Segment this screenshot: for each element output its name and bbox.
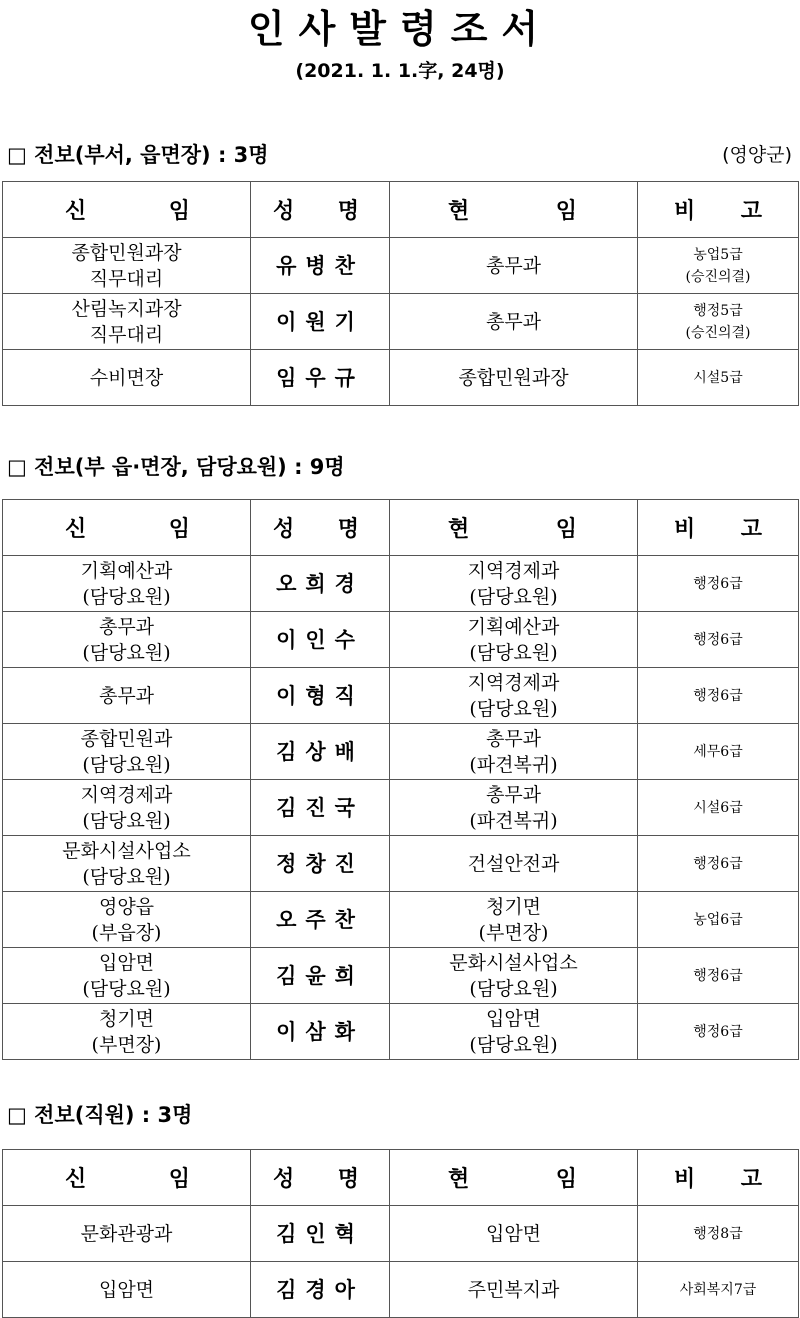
header-char: 고 [740, 1167, 762, 1192]
header-label [3, 512, 250, 543]
cell-line: 시설6급 [693, 799, 743, 816]
header-label [390, 194, 637, 225]
table-row [3, 1262, 799, 1318]
cell-line: 종합민원과 [80, 727, 173, 750]
cell-current-post [390, 1004, 638, 1060]
cell-name: 이인수 [251, 612, 390, 668]
cell-name: 김윤희 [251, 948, 390, 1004]
cell-line: 농업5급 [693, 246, 743, 263]
cell-line: 입암면 [485, 1222, 542, 1245]
header-char: 신 [65, 1167, 87, 1192]
cell-line: (담당요원) [82, 809, 171, 832]
cell-name: 정창진 [251, 836, 390, 892]
cell-line: (담당요원) [82, 753, 171, 776]
cell-line: (부면장) [478, 921, 549, 944]
header-remarks [638, 182, 799, 238]
cell-line: 문화시설사업소 [62, 839, 191, 862]
cell-new-post [3, 1004, 251, 1060]
section-heading: □ 전보(부 읍·면장, 담당요원) : 9명 [7, 455, 345, 479]
cell-current-post [390, 238, 638, 294]
cell-line: 행정6급 [693, 1023, 743, 1040]
table-header-row [3, 500, 799, 556]
header-name [251, 1150, 390, 1206]
header-char: 현 [448, 199, 470, 224]
cell-line: (파견복귀) [469, 753, 558, 776]
cell-name: 이삼화 [251, 1004, 390, 1060]
cell-line: (승진의결) [685, 324, 751, 341]
header-label [3, 1162, 250, 1193]
cell-current-post [390, 780, 638, 836]
cell-new-post [3, 724, 251, 780]
cell-line: 총무과 [485, 727, 542, 750]
cell-line: 종합민원과장 [71, 241, 182, 264]
cell-line: 입암면 [485, 1007, 542, 1030]
cell-remarks [638, 668, 799, 724]
cell-current-post [390, 892, 638, 948]
header-name [251, 182, 390, 238]
table-row [3, 238, 799, 294]
section-deputy-transfer [0, 452, 800, 1056]
table-row [3, 350, 799, 406]
header-char: 임 [168, 1167, 190, 1192]
header-label [251, 194, 389, 225]
cell-line: 행정6급 [693, 575, 743, 592]
cell-line: (담당요원) [82, 585, 171, 608]
header-remarks [638, 1150, 799, 1206]
table-row [3, 1004, 799, 1060]
table-row [3, 556, 799, 612]
header-name [251, 500, 390, 556]
appointment-table [2, 181, 799, 406]
cell-remarks [638, 556, 799, 612]
table-header-row [3, 1150, 799, 1206]
cell-line: 시설5급 [693, 369, 743, 386]
cell-remarks [638, 294, 799, 350]
section-heading: □ 전보(부서, 읍면장) : 3명 [7, 143, 269, 167]
cell-name: 김경아 [251, 1262, 390, 1318]
cell-line: (부읍장) [91, 921, 162, 944]
cell-new-post [3, 668, 251, 724]
cell-new-post [3, 238, 251, 294]
cell-name: 이형직 [251, 668, 390, 724]
cell-line: 기획예산과 [467, 615, 560, 638]
section-heading: □ 전보(직원) : 3명 [7, 1103, 193, 1127]
cell-line: (담당요원) [82, 641, 171, 664]
cell-line: 행정8급 [693, 1225, 743, 1242]
cell-line: (부면장) [91, 1033, 162, 1056]
header-label [638, 512, 798, 543]
cell-new-post [3, 948, 251, 1004]
header-char: 현 [448, 517, 470, 542]
cell-remarks [638, 1262, 799, 1318]
cell-remarks [638, 350, 799, 406]
cell-name: 유병찬 [251, 238, 390, 294]
cell-new-post [3, 1262, 251, 1318]
cell-remarks [638, 238, 799, 294]
cell-current-post [390, 294, 638, 350]
cell-current-post [390, 350, 638, 406]
table-row [3, 836, 799, 892]
cell-line: 문화시설사업소 [449, 951, 578, 974]
section-note: (영양군) [722, 144, 792, 166]
cell-line: (담당요원) [82, 865, 171, 888]
header-char: 명 [337, 199, 359, 224]
cell-line: 직무대리 [89, 267, 164, 290]
cell-current-post [390, 948, 638, 1004]
header-new-post [3, 182, 251, 238]
cell-current-post [390, 668, 638, 724]
table-row [3, 294, 799, 350]
cell-remarks [638, 948, 799, 1004]
header-label [390, 512, 637, 543]
header-char: 임 [555, 199, 577, 224]
header-new-post [3, 1150, 251, 1206]
cell-line: 입암면 [98, 951, 155, 974]
cell-new-post [3, 350, 251, 406]
header-char: 비 [674, 517, 696, 542]
appointment-table [2, 1149, 799, 1318]
cell-new-post [3, 294, 251, 350]
header-char: 고 [740, 199, 762, 224]
cell-name: 김인혁 [251, 1206, 390, 1262]
cell-name: 임우규 [251, 350, 390, 406]
header-label [390, 1162, 637, 1193]
header-label [3, 194, 250, 225]
cell-new-post [3, 1206, 251, 1262]
cell-line: (승진의결) [685, 268, 751, 285]
header-char: 성 [273, 199, 295, 224]
header-char: 비 [674, 199, 696, 224]
header-remarks [638, 500, 799, 556]
cell-current-post [390, 724, 638, 780]
cell-new-post [3, 612, 251, 668]
cell-line: (담당요원) [469, 585, 558, 608]
cell-line: (담당요원) [82, 977, 171, 1000]
header-char: 임 [168, 199, 190, 224]
cell-line: (담당요원) [469, 977, 558, 1000]
cell-line: 지역경제과 [467, 559, 560, 582]
table-row [3, 1206, 799, 1262]
cell-name: 오희경 [251, 556, 390, 612]
header-current-post [390, 1150, 638, 1206]
cell-name: 이원기 [251, 294, 390, 350]
cell-line: 세무6급 [693, 743, 743, 760]
cell-current-post [390, 836, 638, 892]
cell-current-post [390, 1206, 638, 1262]
cell-line: 행정6급 [693, 687, 743, 704]
cell-line: 입암면 [98, 1278, 155, 1301]
cell-line: 행정6급 [693, 967, 743, 984]
cell-line: (담당요원) [469, 697, 558, 720]
table-row [3, 892, 799, 948]
document-title: 인사발령조서 [247, 7, 553, 51]
header-char: 명 [337, 517, 359, 542]
table-row [3, 668, 799, 724]
section-department-transfer [0, 140, 800, 390]
cell-line: 행정5급 [693, 302, 743, 319]
cell-line: 총무과 [485, 783, 542, 806]
cell-line: 영양읍 [98, 895, 155, 918]
cell-current-post [390, 1262, 638, 1318]
cell-line: 총무과 [485, 310, 542, 333]
cell-new-post [3, 556, 251, 612]
cell-line: (파견복귀) [469, 809, 558, 832]
cell-name: 오주찬 [251, 892, 390, 948]
cell-current-post [390, 612, 638, 668]
cell-new-post [3, 836, 251, 892]
cell-line: 종합민원과장 [458, 366, 569, 389]
header-char: 임 [168, 517, 190, 542]
cell-remarks [638, 1206, 799, 1262]
table-row [3, 780, 799, 836]
header-label [251, 1162, 389, 1193]
cell-line: 수비면장 [89, 366, 164, 389]
header-char: 고 [740, 517, 762, 542]
header-label [638, 194, 798, 225]
cell-line: 지역경제과 [467, 671, 560, 694]
cell-line: 총무과 [485, 254, 542, 277]
cell-name: 김상배 [251, 724, 390, 780]
cell-name: 김진국 [251, 780, 390, 836]
cell-line: 문화관광과 [80, 1222, 173, 1245]
header-char: 비 [674, 1167, 696, 1192]
cell-line: 지역경제과 [80, 783, 173, 806]
cell-line: (담당요원) [469, 641, 558, 664]
header-current-post [390, 500, 638, 556]
cell-line: 농업6급 [693, 911, 743, 928]
cell-new-post [3, 892, 251, 948]
table-row [3, 612, 799, 668]
cell-line: 주민복지과 [467, 1278, 560, 1301]
header-char: 임 [555, 1167, 577, 1192]
cell-line: 총무과 [98, 615, 155, 638]
document-subtitle: (2021. 1. 1.字, 24명) [295, 60, 505, 82]
header-char: 신 [65, 199, 87, 224]
header-char: 현 [448, 1167, 470, 1192]
cell-line: 사회복지7급 [679, 1281, 757, 1298]
cell-line: 총무과 [98, 684, 155, 707]
section-staff-transfer [0, 1100, 800, 1302]
table-row [3, 724, 799, 780]
header-label [251, 512, 389, 543]
cell-line: 산림녹지과장 [71, 297, 182, 320]
cell-line: 행정6급 [693, 855, 743, 872]
cell-line: 건설안전과 [467, 852, 560, 875]
header-current-post [390, 182, 638, 238]
header-char: 임 [555, 517, 577, 542]
cell-remarks [638, 892, 799, 948]
cell-line: 행정6급 [693, 631, 743, 648]
appointment-table [2, 499, 799, 1060]
header-char: 명 [337, 1167, 359, 1192]
cell-line: 청기면 [485, 895, 542, 918]
header-char: 성 [273, 1167, 295, 1192]
table-row [3, 948, 799, 1004]
cell-remarks [638, 780, 799, 836]
header-new-post [3, 500, 251, 556]
cell-remarks [638, 1004, 799, 1060]
header-char: 신 [65, 517, 87, 542]
header-char: 성 [273, 517, 295, 542]
cell-current-post [390, 556, 638, 612]
cell-remarks [638, 836, 799, 892]
cell-line: (담당요원) [469, 1033, 558, 1056]
header-label [638, 1162, 798, 1193]
cell-new-post [3, 780, 251, 836]
table-header-row [3, 182, 799, 238]
cell-line: 청기면 [98, 1007, 155, 1030]
cell-line: 직무대리 [89, 323, 164, 346]
cell-remarks [638, 612, 799, 668]
cell-line: 기획예산과 [80, 559, 173, 582]
cell-remarks [638, 724, 799, 780]
